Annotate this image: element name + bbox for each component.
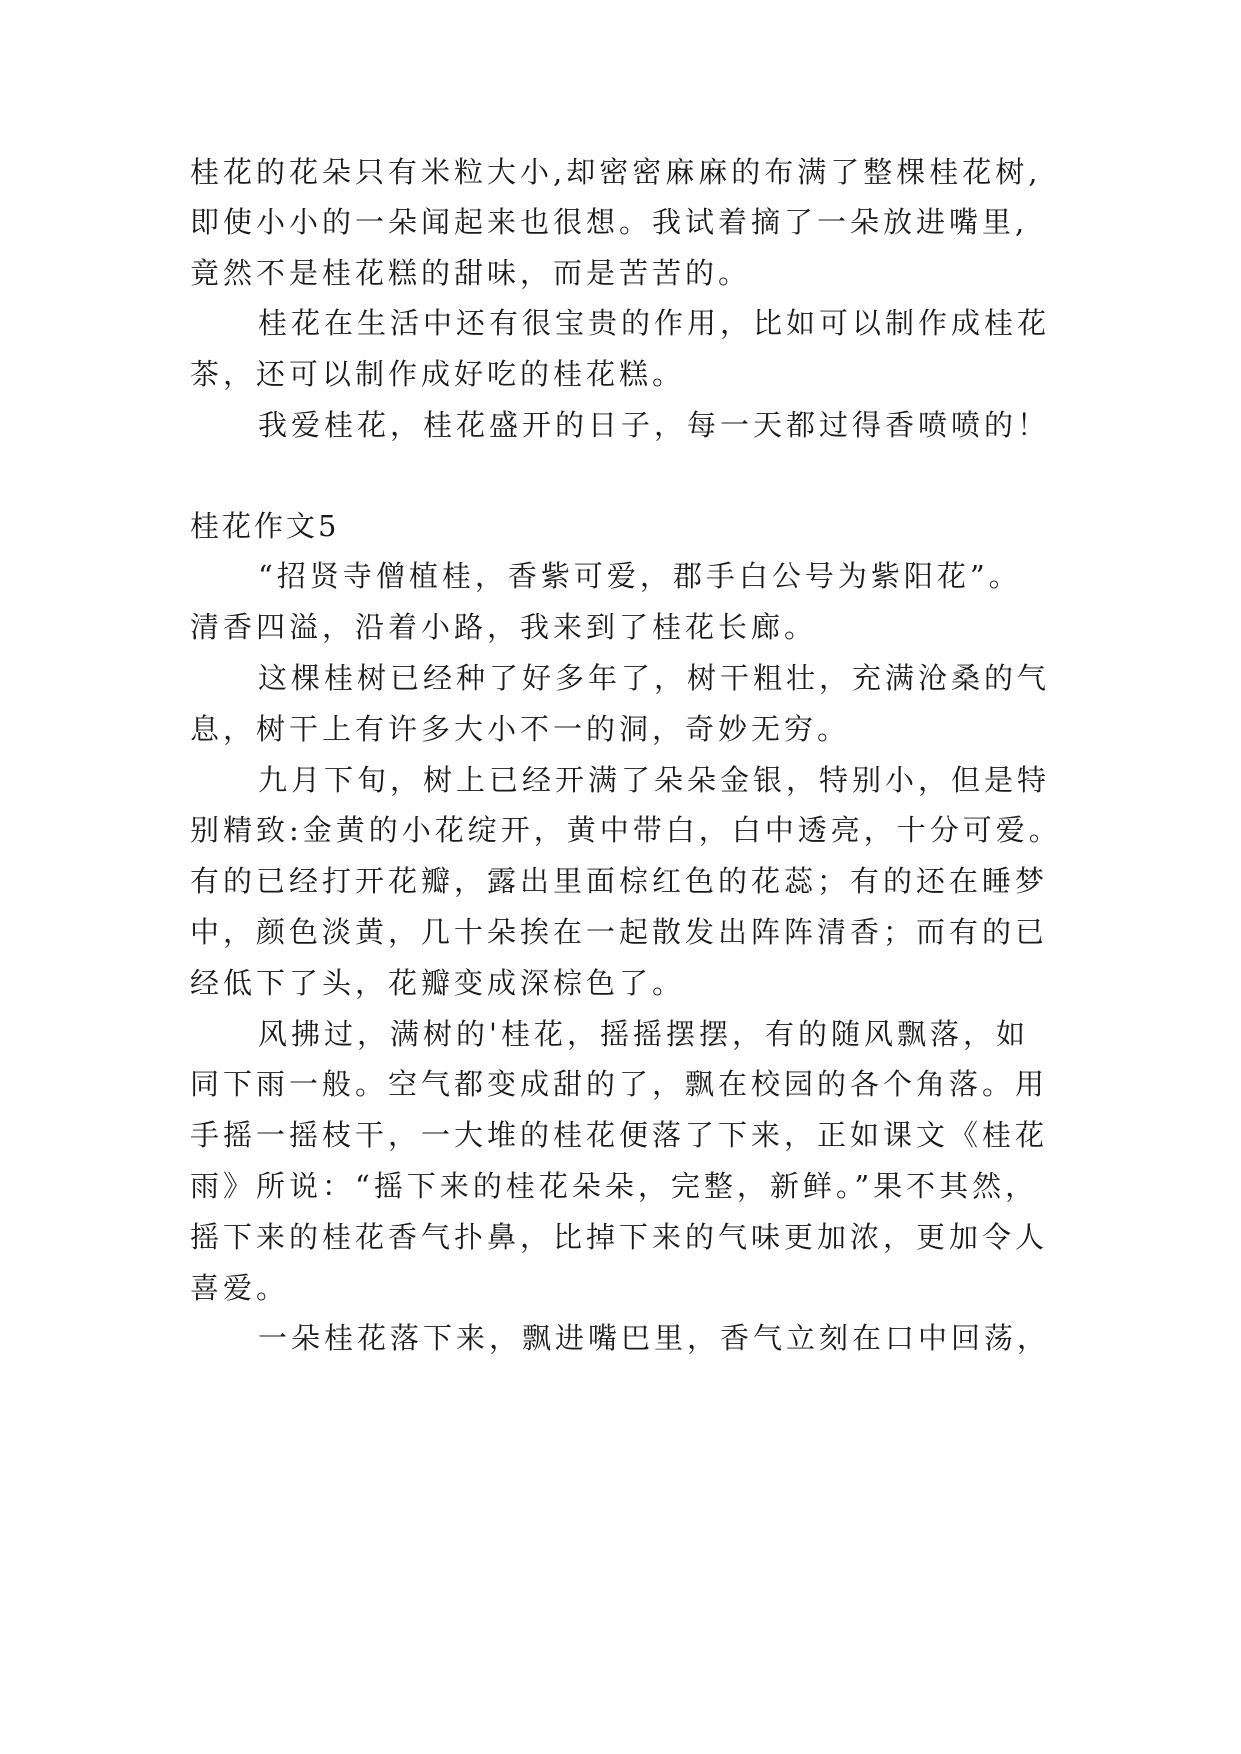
text-line: 桂花在生活中还有很宝贵的作用，比如可以制作成桂花 bbox=[258, 306, 1051, 340]
text-line: 即使小小的一朵闻起来也很想。我试着摘了一朵放进嘴里, bbox=[190, 205, 1029, 239]
text-line: “招贤寺僧植桂，香紫可爱，郡手白公号为紫阳花”。 bbox=[258, 559, 1022, 593]
text-line: 手摇一摇枝干，一大堆的桂花便落了下来，正如课文《桂花 bbox=[190, 1118, 1049, 1152]
text-line: 茶，还可以制作成好吃的桂花糕。 bbox=[190, 357, 686, 391]
text-line: 同下雨一般。空气都变成甜的了，飘在校园的各个角落。用 bbox=[190, 1067, 1049, 1101]
text-line: 息，树干上有许多大小不一的洞，奇妙无穷。 bbox=[190, 712, 851, 746]
text-line: 摇下来的桂花香气扑鼻，比掉下来的气味更加浓，更加令人 bbox=[190, 1220, 1049, 1254]
text-line: 雨》所说：“摇下来的桂花朵朵，完整，新鲜。”果不其然， bbox=[190, 1169, 1039, 1203]
text-line: 桂花的花朵只有米粒大小,却密密麻麻的布满了整棵桂花树, bbox=[190, 155, 1042, 189]
text-line: 有的已经打开花瓣，露出里面棕红色的花蕊；有的还在睡梦 bbox=[190, 864, 1049, 898]
text-line: 我爱桂花，桂花盛开的日子，每一天都过得香喷喷的！ bbox=[258, 408, 1051, 442]
text-line: 清香四溢，沿着小路，我来到了桂花长廊。 bbox=[190, 610, 818, 644]
text-line: 竟然不是桂花糕的甜味，而是苦苦的。 bbox=[190, 256, 752, 290]
text-line: 别精致:金黄的小花绽开，黄中带白，白中透亮，十分可爱。 bbox=[190, 813, 1062, 847]
section-heading: 桂花作文5 bbox=[190, 509, 340, 543]
text-line: 喜爱。 bbox=[190, 1271, 290, 1305]
text-line: 风拂过，满树的'桂花，摇摇摆摆，有的随风飘落，如 bbox=[258, 1017, 1029, 1051]
text-line: 一朵桂花落下来，飘进嘴巴里，香气立刻在口中回荡， bbox=[258, 1321, 1051, 1355]
text-line: 中，颜色淡黄，几十朵挨在一起散发出阵阵清香；而有的已 bbox=[190, 915, 1049, 949]
text-line: 这棵桂树已经种了好多年了，树干粗壮，充满沧桑的气 bbox=[258, 661, 1051, 695]
text-line: 经低下了头，花瓣变成深棕色了。 bbox=[190, 966, 686, 1000]
text-line: 九月下旬，树上已经开满了朵朵金银，特别小，但是特 bbox=[258, 763, 1051, 797]
